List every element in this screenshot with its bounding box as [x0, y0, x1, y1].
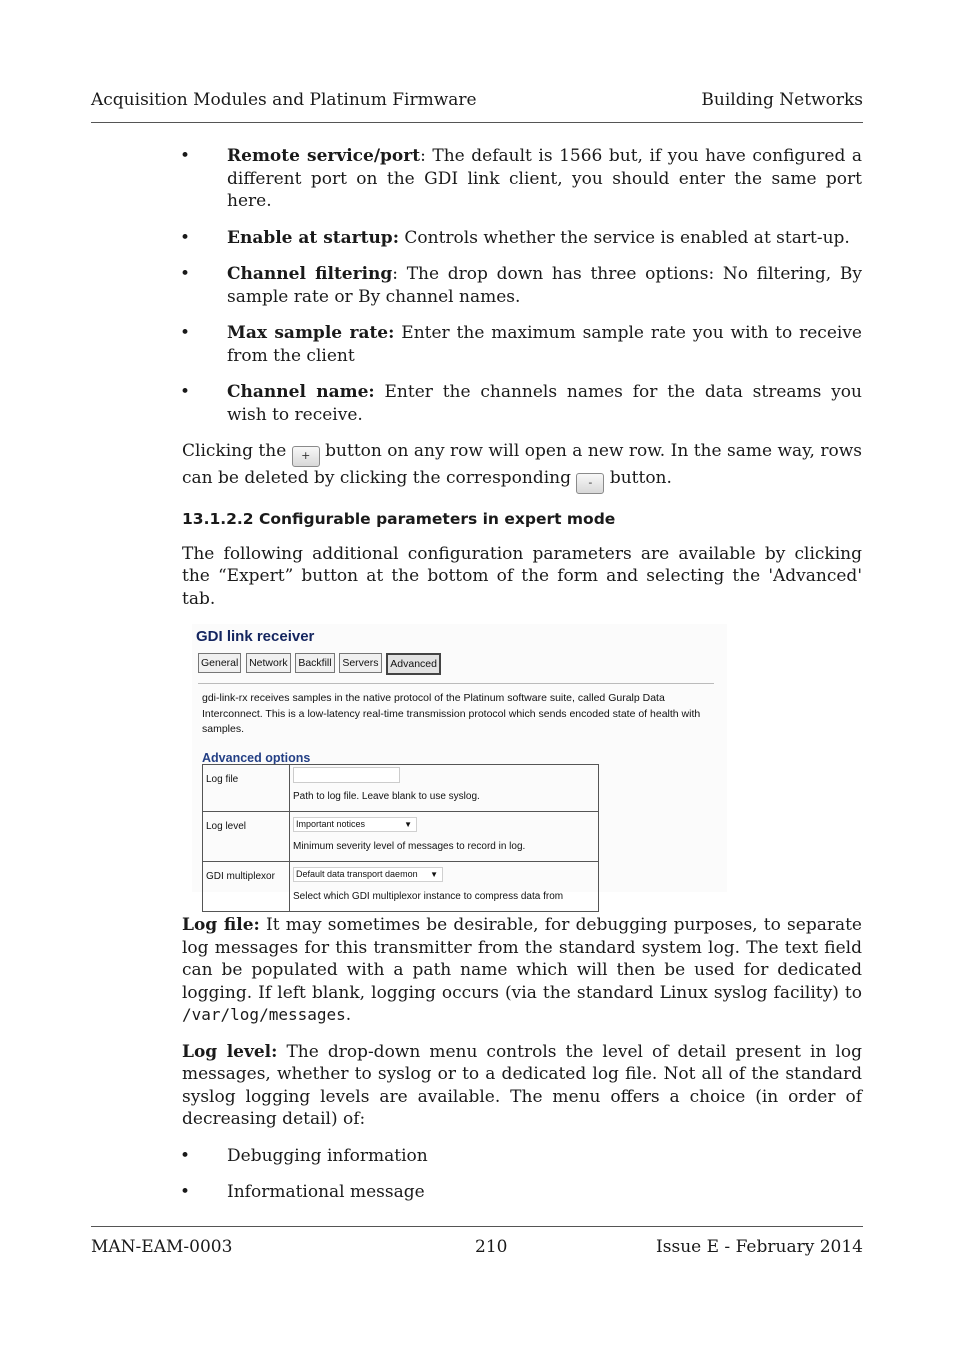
table-row — [203, 811, 599, 861]
tab-servers[interactable]: Servers — [339, 653, 381, 673]
log-level-select[interactable]: Important notices ▼ — [293, 817, 417, 832]
log-file-paragraph: Log file: It may sometimes be desirable, for debugging purposes, to separate log messages for this transmitter from the standard system log. The text field can be populated with a path name which will then be used for dedicated logging. If left blank, logging occurs (via the standard Linux syslog facility) to /var/log/messages. — [182, 915, 862, 1025]
intro-paragraph: The following additional configuration parameters are available by clicking the “Expert” button at the bottom of the form and selecting the 'Advanced' tab. — [182, 543, 862, 609]
page-footer — [91, 1226, 863, 1257]
gdi-link-receiver-screenshot — [192, 624, 727, 902]
chevron-down-icon: ▼ — [404, 819, 412, 829]
delete-row-button-image: - — [576, 473, 604, 494]
advanced-options-heading: Advanced options — [202, 751, 311, 765]
screenshot-description: gdi-link-rx receives samples in the native protocol of the Platinum software suite, called Guralp Data Interconnect. This is a low-latency real-time transmission protocol which sends encoded state of health with samples. — [202, 692, 701, 735]
chevron-down-icon: ▼ — [430, 869, 438, 879]
divider — [198, 683, 714, 684]
advanced-options-table — [202, 764, 599, 912]
table-row — [203, 861, 599, 911]
log-file-label: Log file — [203, 765, 290, 812]
bullet-max-sample-rate: • Max sample rate: Enter the maximum sample rate you with to receive from the client — [180, 323, 862, 366]
section-heading: 13.1.2.2 Configurable parameters in expert mode — [182, 510, 616, 528]
bullet-channel-name: • Channel name: Enter the channels names for the data streams you wish to receive. — [180, 382, 862, 425]
bullet-enable-startup: • Enable at startup: Controls whether the service is enabled at start-up. — [180, 227, 850, 248]
log-level-paragraph: Log level: The drop-down menu controls the level of detail present in log messages, whether to syslog or to a dedicated log file. Not all of the standard syslog logging levels are available. The menu offers a choice (in order of decreasing detail) of: — [182, 1041, 862, 1129]
gdi-multiplexor-select[interactable]: Default data transport daemon ▼ — [293, 867, 443, 882]
clicking-paragraph: Clicking the + button on any row will open a new row. In the same way, rows can be deleted by clicking the corresponding - button. — [182, 440, 862, 494]
log-level-hint: Minimum severity level of messages to record in log. — [293, 841, 526, 852]
footer-doc-id: MAN-EAM-0003 — [91, 1237, 233, 1257]
add-row-button-image: + — [292, 446, 320, 467]
table-row — [203, 765, 599, 812]
footer-issue: Issue E - February 2014 — [656, 1237, 863, 1257]
tab-general[interactable]: General — [198, 653, 241, 673]
bullet-remote-port: • Remote service/port: The default is 1566 but, if you have configured a different port on the GDI link client, you should enter the same port here. — [180, 146, 863, 211]
list-item: • Informational message — [180, 1182, 425, 1202]
tab-advanced[interactable]: Advanced — [386, 653, 441, 675]
log-level-label: Log level — [203, 811, 290, 861]
bullet-channel-filtering: • Channel filtering: The drop down has three options: No filtering, By sample rate or By channel names. — [180, 264, 862, 307]
main-content — [182, 145, 862, 1218]
page-header — [91, 90, 863, 123]
header-left: Acquisition Modules and Platinum Firmware — [91, 90, 477, 110]
log-file-hint: Path to log file. Leave blank to use syslog. — [293, 791, 480, 802]
tab-backfill[interactable]: Backfill — [295, 653, 334, 673]
screenshot-tabs — [198, 653, 441, 673]
log-path: /var/log/messages — [182, 1005, 346, 1024]
gdi-multiplexor-hint: Select which GDI multiplexor instance to compress data from — [293, 891, 564, 902]
gdi-multiplexor-label: GDI multiplexor — [203, 861, 290, 911]
tab-network[interactable]: Network — [246, 653, 291, 673]
header-right: Building Networks — [701, 90, 863, 110]
page-number: 210 — [475, 1237, 508, 1257]
screenshot-title: GDI link receiver — [196, 628, 315, 645]
log-file-input[interactable] — [293, 767, 400, 783]
list-item: • Debugging information — [180, 1145, 428, 1166]
